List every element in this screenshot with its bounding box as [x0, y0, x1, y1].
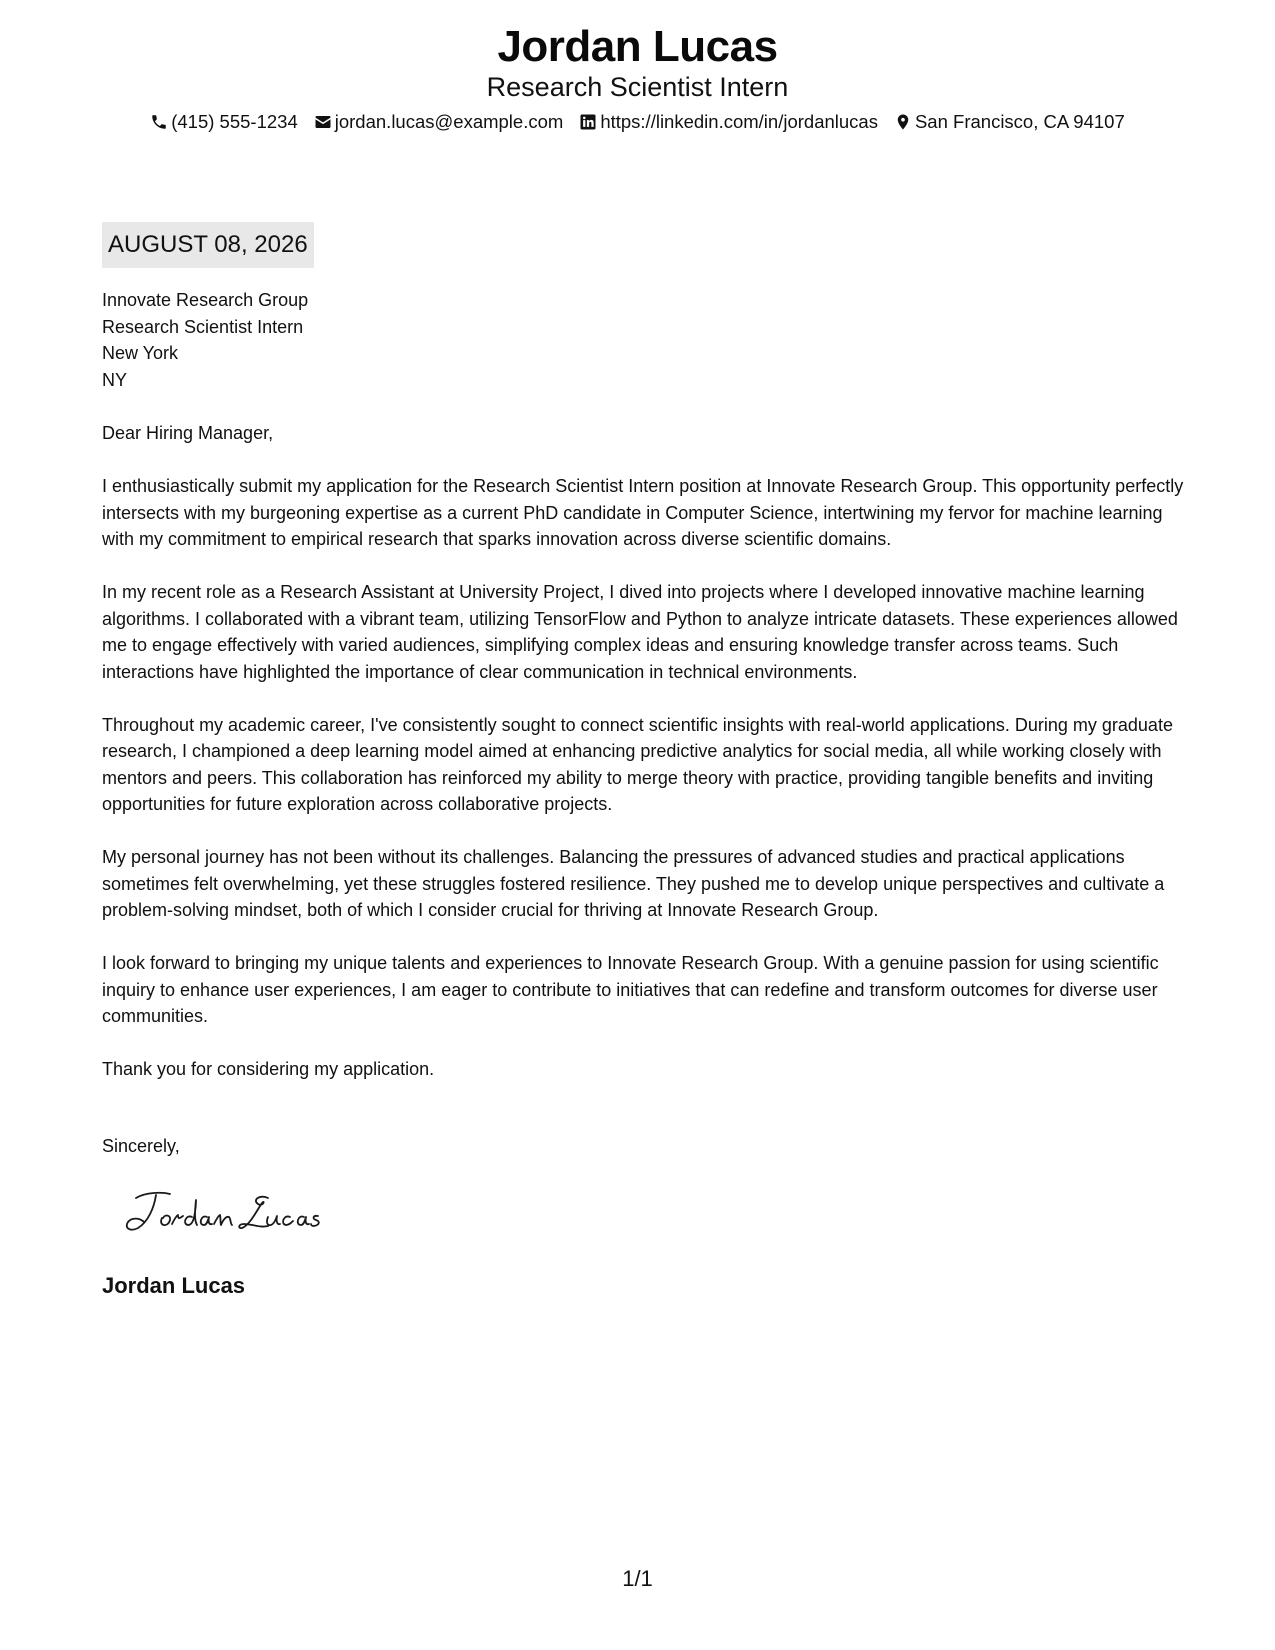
recipient-position: Research Scientist Intern [102, 316, 304, 337]
location-text: San Francisco, CA 94107 [914, 111, 1125, 132]
letter-header [0, 20, 1275, 134]
recipient-city: New York [102, 343, 179, 363]
contact-email[interactable] [314, 110, 564, 134]
linkedin-icon [579, 113, 597, 131]
envelope-icon [314, 113, 332, 131]
body-paragraph: My personal journey has not been without its challenges. Balancing the pressures of advanced studies and practical applications sometimes felt overwhelming, yet these struggles fostered resilience. They pushed me to develop unique perspectives and cultivate a problem-solving mindset, both of which I consider crucial for thriving at Innovate Research Group. [102, 847, 1165, 920]
linkedin-text[interactable]: https://linkedin.com/in/jordanlucas [600, 111, 878, 132]
recipient-company: Innovate Research Group [102, 290, 309, 310]
signer-name: Jordan Lucas [102, 1273, 246, 1298]
phone-icon [150, 113, 168, 131]
handwritten-signature [118, 1184, 348, 1244]
letter-date: AUGUST 08, 2026 [102, 222, 314, 268]
applicant-role: Research Scientist Intern [486, 72, 789, 102]
applicant-name: Jordan Lucas [497, 22, 778, 71]
thank-you-line: Thank you for considering my application. [102, 1059, 435, 1079]
contact-row [0, 110, 1275, 134]
contact-phone [150, 110, 298, 134]
body-paragraph: I enthusiastically submit my application for the Research Scientist Intern position at Innovate Research Group. This opportunity perfectly intersects with my burgeoning expertise as a current PhD candidate in Computer Science, intertwining my fervor for machine learning with my commitment to empirical research that sparks innovation across diverse scientific domains. [102, 476, 1184, 549]
contact-location [894, 110, 1125, 134]
recipient-state: NY [102, 369, 128, 390]
closing: Sincerely, [102, 1136, 180, 1156]
email-text[interactable]: jordan.lucas@example.com [334, 111, 564, 132]
body-paragraph: Throughout my academic career, I've consistently sought to connect scientific insights with real-world applications. During my graduate research, I championed a deep learning model aimed at enhancing predictive analytics for social media, all while working closely with mentors and peers. This collaboration has reinforced my ability to merge theory with practice, providing tangible benefits and inviting opportunities for future exploration across collaborative projects. [102, 714, 1173, 814]
body-paragraph: In my recent role as a Research Assistant at University Project, I dived into projects where I developed innovative machine learning algorithms. I collaborated with a vibrant team, utilizing TensorFlow and Python to analyze intricate datasets. These experiences allowed me to engage effectively with varied audiences, simplifying complex ideas and ensuring knowledge transfer across teams. Such interactions have highlighted the importance of clear communication in technical environments. [102, 582, 1178, 682]
salutation: Dear Hiring Manager, [102, 423, 274, 443]
map-marker-icon [894, 113, 912, 131]
letter-body [102, 420, 1187, 1109]
contact-linkedin[interactable] [579, 110, 878, 134]
page-number: 1/1 [622, 1566, 653, 1591]
phone-text: (415) 555-1234 [171, 111, 298, 132]
body-paragraph: I look forward to bringing my unique talents and experiences to Innovate Research Group. With a genuine passion for using scientific inquiry to enhance user experiences, I am eager to contribute to initiatives that can redefine and transform outcomes for diverse user communities. [102, 953, 1159, 1026]
recipient-block [102, 287, 308, 393]
